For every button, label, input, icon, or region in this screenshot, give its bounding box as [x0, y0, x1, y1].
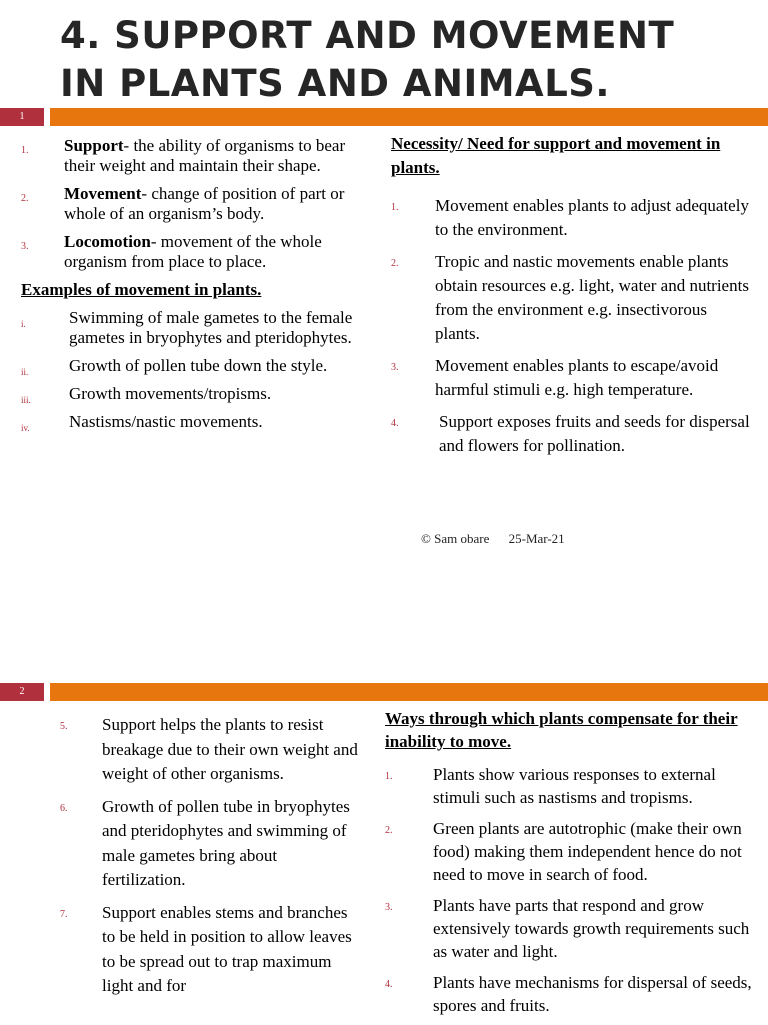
- list-item: [391, 250, 751, 346]
- list-item-text: Plants have parts that respond and grow extensively towards growth requirements such as water and light.: [433, 896, 750, 961]
- slide-2-left-column: [60, 713, 360, 1007]
- list-marker: 6.: [60, 802, 68, 814]
- list-marker: iii.: [21, 395, 31, 405]
- list-marker: 5.: [60, 721, 68, 732]
- list-item-text: Movement enables plants to adjust adequately to the environment.: [435, 196, 749, 239]
- definition-text: - movement of the whole organism from place to place.: [64, 232, 322, 271]
- list-marker: 1.: [391, 202, 399, 213]
- example-text: Growth movements/tropisms.: [69, 384, 272, 403]
- slide-1-header-bar: [0, 108, 768, 126]
- list-item-text: Plants have mechanisms for dispersal of seeds, spores and fruits.: [433, 973, 752, 1015]
- slide-2-accent-stripe: [50, 683, 768, 701]
- title-line-1: 4. SUPPORT AND MOVEMENT: [60, 14, 675, 57]
- title-line-2: IN PLANTS AND ANIMALS.: [60, 62, 610, 105]
- list-item: [391, 354, 751, 402]
- compensation-heading: Ways through which plants compensate for their inability to move.: [385, 709, 738, 751]
- list-marker: 4.: [385, 979, 393, 990]
- example-text: Swimming of male gametes to the female gametes in bryophytes and pteridophytes.: [69, 308, 353, 347]
- examples-heading: Examples of movement in plants.: [21, 280, 262, 299]
- example-item: [21, 308, 376, 348]
- definition-term: Support: [64, 136, 124, 155]
- slide-1-right-column: [391, 132, 751, 466]
- list-marker: 2.: [21, 193, 29, 204]
- page-title: [60, 12, 760, 108]
- footer-author: © Sam obare: [421, 531, 490, 546]
- example-item: [21, 356, 376, 376]
- list-marker: 4.: [391, 418, 399, 429]
- list-marker: iv.: [21, 423, 30, 433]
- list-item-text: Movement enables plants to escape/avoid harmful stimuli e.g. high temperature.: [435, 356, 719, 399]
- list-item: [60, 901, 360, 999]
- definition-text: - change of position of part or whole of an organism’s body.: [64, 184, 345, 223]
- list-item: [60, 795, 360, 893]
- list-marker: 2.: [385, 825, 393, 836]
- example-item: [21, 384, 376, 404]
- list-item-text: Plants show various responses to external stimuli such as nastisms and tropisms.: [433, 765, 716, 807]
- list-item: [385, 817, 755, 886]
- definition-item: [21, 184, 376, 224]
- list-marker: 3.: [391, 362, 399, 373]
- example-text: Nastisms/nastic movements.: [69, 412, 263, 431]
- definition-text: - the ability of organisms to bear their weight and maintain their shape.: [64, 136, 346, 175]
- list-item-text: Support helps the plants to resist breakage due to their own weight and weight of other organisms.: [102, 715, 358, 783]
- list-item: [391, 410, 751, 458]
- definition-term: Locomotion: [64, 232, 151, 251]
- list-marker: 1.: [21, 145, 29, 156]
- slide-1-accent-stripe: [50, 108, 768, 126]
- list-item-text: Support enables stems and branches to be held in position to allow leaves to be spread out to trap maximum light and for: [102, 902, 352, 995]
- slide-1-left-column: [21, 136, 376, 440]
- slide-2-header-bar: [0, 683, 768, 701]
- list-marker: 3.: [21, 241, 29, 252]
- example-text: Growth of pollen tube down the style.: [69, 356, 328, 375]
- list-item-text: Growth of pollen tube in bryophytes and pteridophytes and swimming of male gametes bring about fertilization.: [102, 796, 350, 889]
- list-marker: i.: [21, 319, 26, 329]
- list-item: [385, 971, 755, 1017]
- slide-2-number: 2: [0, 683, 44, 701]
- list-item: [385, 894, 755, 963]
- list-item-text: Tropic and nastic movements enable plants obtain resources e.g. light, water and nutrients from the environment e.g. insectivorous plants.: [435, 252, 749, 343]
- list-item-text: Green plants are autotrophic (make their own food) making them independent hence do not need to move in search of food.: [433, 819, 742, 884]
- list-item: [391, 194, 751, 242]
- list-marker: ii.: [21, 367, 29, 377]
- example-item: [21, 412, 376, 432]
- slide-1-number: 1: [0, 108, 44, 126]
- footer-date: 25-Mar-21: [508, 531, 565, 546]
- slide-footer: [421, 531, 581, 547]
- definition-item: [21, 136, 376, 176]
- list-marker: 7.: [60, 908, 68, 920]
- definition-item: [21, 232, 376, 272]
- list-item: [60, 713, 360, 787]
- list-marker: 2.: [391, 258, 399, 269]
- list-item: [385, 763, 755, 809]
- slide-2-right-column: [385, 707, 755, 1025]
- list-marker: 1.: [385, 771, 393, 782]
- list-item-text: Support exposes fruits and seeds for dispersal and flowers for pollination.: [439, 412, 750, 455]
- definition-term: Movement: [64, 184, 142, 203]
- necessity-heading: Necessity/ Need for support and movement in plants.: [391, 134, 721, 177]
- list-marker: 3.: [385, 902, 393, 913]
